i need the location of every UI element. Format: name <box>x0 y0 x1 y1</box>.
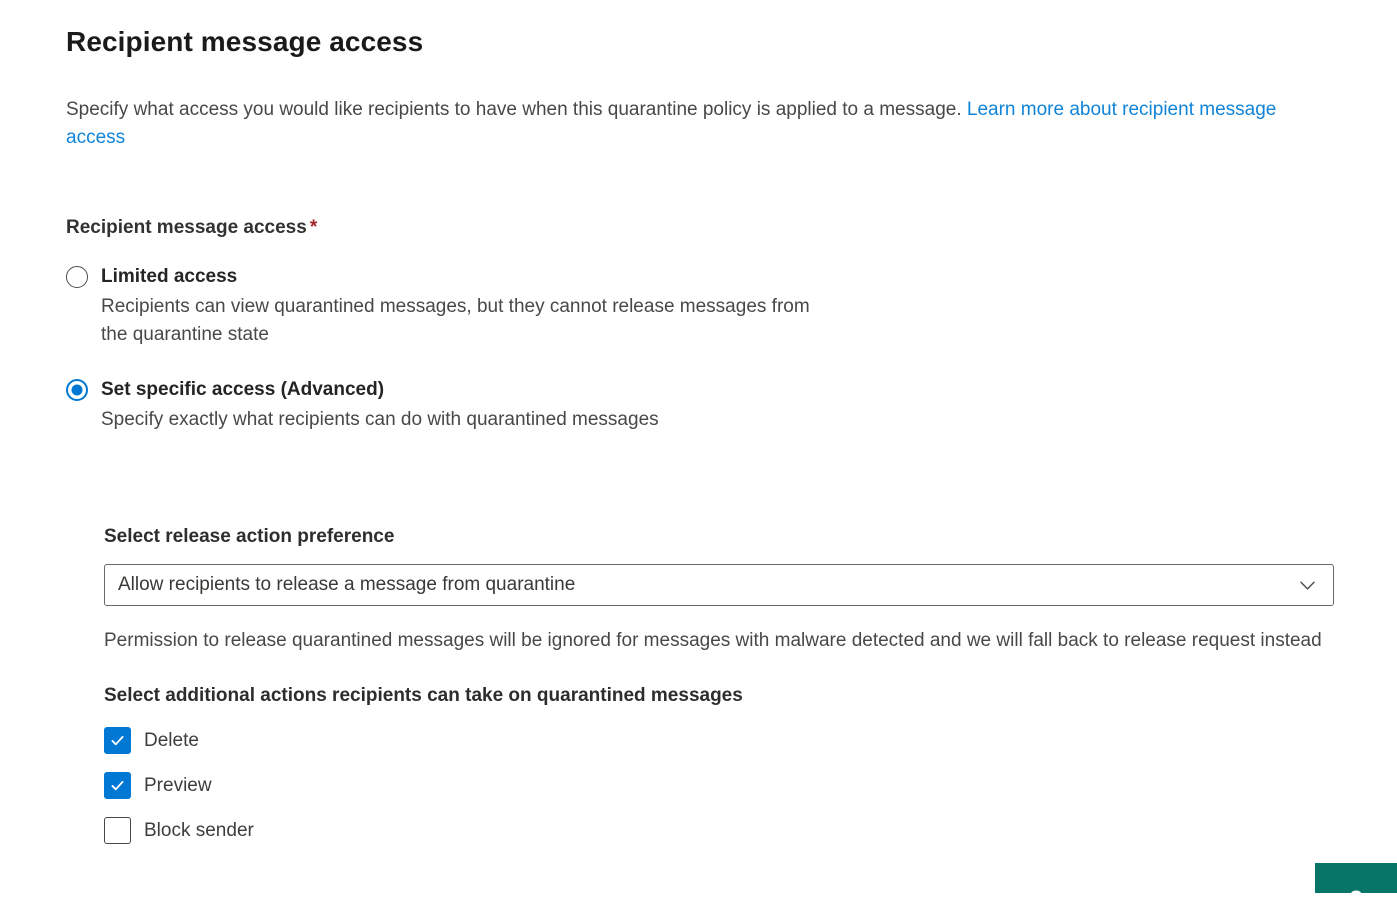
question-mark-icon: ? <box>1349 886 1363 911</box>
checkbox-label: Block sender <box>144 819 254 841</box>
chevron-down-icon <box>1298 576 1317 595</box>
checkbox-checked-icon[interactable] <box>104 727 131 754</box>
radio-option-limited-access[interactable] <box>66 264 1332 349</box>
radio-option-description: Specify exactly what recipients can do with quarantined messages <box>101 409 659 430</box>
release-action-dropdown[interactable] <box>104 564 1334 606</box>
access-field-label <box>66 216 1332 240</box>
release-action-selected-value: Allow recipients to release a message from quarantine <box>118 574 576 595</box>
checkbox-row-block-sender[interactable] <box>104 817 1332 844</box>
checkbox-unchecked-icon[interactable] <box>104 817 131 844</box>
radio-option-description: Recipients can view quarantined messages, but they cannot release messages from the quarantine state <box>101 296 810 345</box>
radio-selected-icon[interactable] <box>66 379 88 401</box>
access-field-label-text: Recipient message access <box>66 217 307 238</box>
learn-more-link[interactable]: Learn more about recipient message access <box>66 99 1277 148</box>
radio-unselected-icon[interactable] <box>66 266 88 288</box>
required-asterisk: * <box>309 217 318 238</box>
radio-option-limited-access-body <box>101 264 813 349</box>
checkbox-row-preview[interactable] <box>104 772 1332 799</box>
radio-option-label: Set specific access (Advanced) <box>101 379 385 400</box>
radio-option-set-specific-access[interactable] <box>66 377 1332 434</box>
checkbox-label: Delete <box>144 729 199 751</box>
release-action-note: Permission to release quarantined messages will be ignored for messages with malware detected and we will fall back to release request instead <box>104 630 1322 651</box>
radio-option-label: Limited access <box>101 266 238 287</box>
advanced-access-section <box>104 524 1332 844</box>
page-description-text: Specify what access you would like recipients to have when this quarantine policy is applied to a message. <box>66 99 962 120</box>
checkbox-checked-icon[interactable] <box>104 772 131 799</box>
release-action-label: Select release action preference <box>104 526 395 547</box>
radio-option-set-specific-access-body <box>101 377 659 434</box>
checkbox-row-delete[interactable] <box>104 727 1332 754</box>
additional-actions-label: Select additional actions recipients can take on quarantined messages <box>104 685 743 706</box>
page-description <box>66 96 1332 152</box>
help-button[interactable] <box>1315 863 1397 911</box>
checkbox-label: Preview <box>144 774 212 796</box>
page-title: Recipient message access <box>66 26 424 57</box>
